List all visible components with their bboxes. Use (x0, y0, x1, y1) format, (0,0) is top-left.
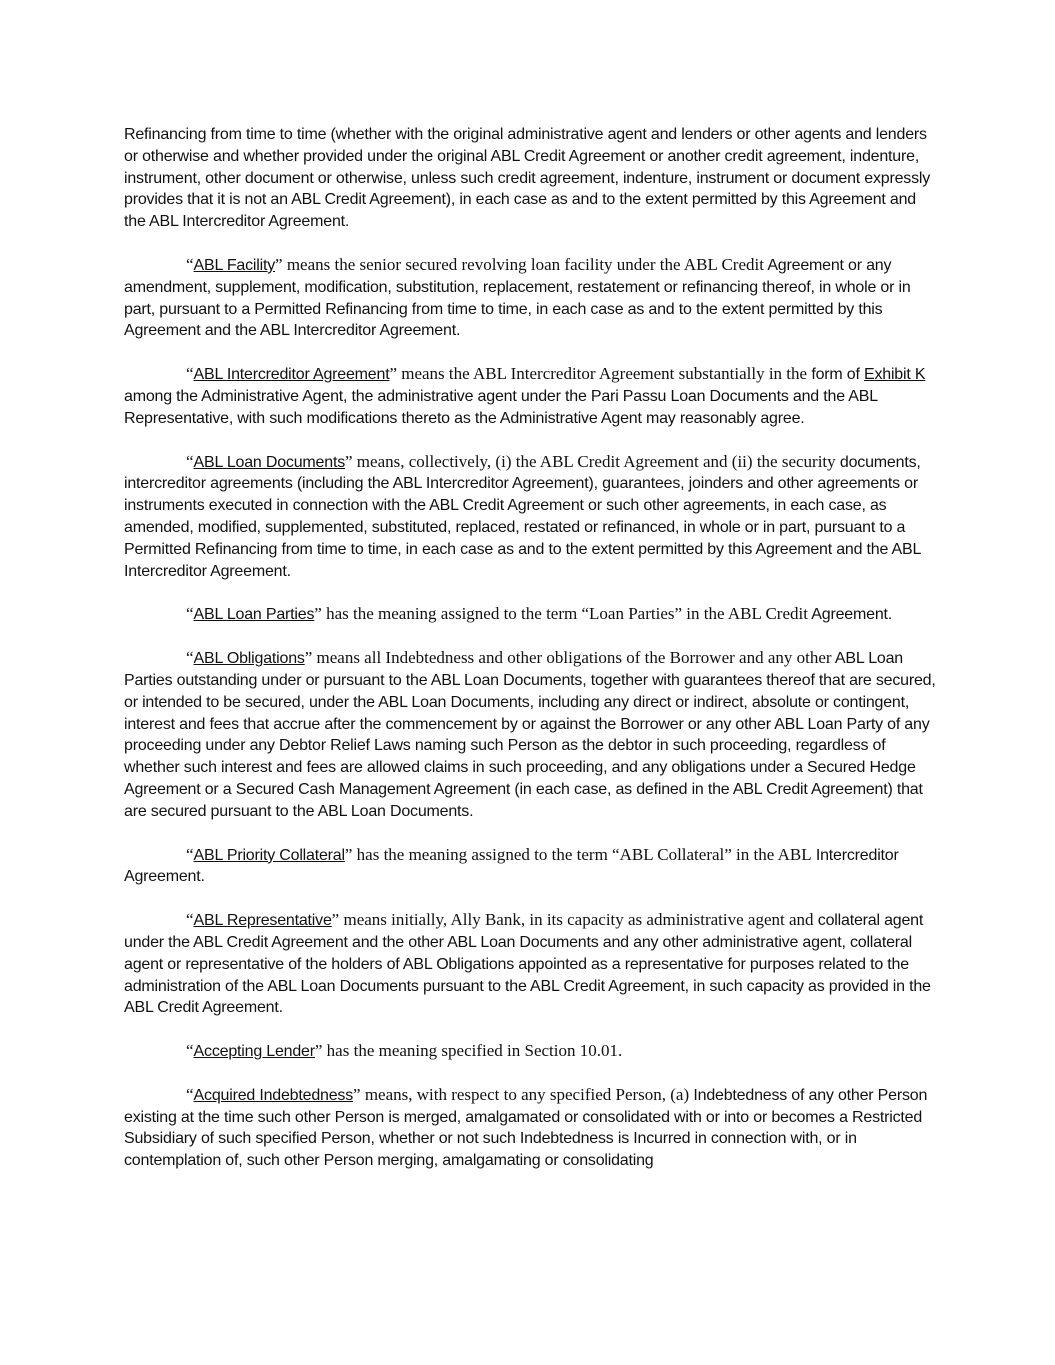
open-quote: “ (186, 451, 194, 471)
defined-term: ABL Obligations (193, 650, 305, 668)
open-quote: “ (186, 844, 194, 864)
definition-acquired-indebtedness (124, 1084, 936, 1172)
open-quote: “ (186, 1084, 194, 1104)
defined-term: Accepting Lender (193, 1043, 315, 1061)
defined-term: ABL Intercreditor Agreement (193, 366, 390, 384)
definition-body: ABL Loan Parties outstanding under or pursuant to the ABL Loan Documents, together with guarantees thereof that are secured, or intended to be secured, under the ABL Loan Documents, including any direct or indirect, absolute or contingent, interest and fees that accrue after the commencement by or against the Borrower or any other ABL Loan Party of any proceeding under any Debtor Relief Laws naming such Person as the debtor in such proceeding, regardless of whether such interest and fees are allowed claims in such proceeding, and any obligations under a Secured Hedge Agreement or a Secured Cash Management Agreement (in each case, as defined in the ABL Credit Agreement) that are secured pursuant to the ABL Loan Documents. (124, 650, 936, 820)
definition-body-continued: among the Administrative Agent, the administrative agent under the Pari Passu Loan Documents and the ABL Representative, with such modifications thereto as the Administrative Agent may reasonably agree. (124, 387, 878, 427)
definition-lead: ” has the meaning specified in Section 10.01. (314, 1041, 623, 1061)
definition-abl-loan-documents (124, 451, 936, 583)
paragraph-continuation (124, 124, 936, 233)
defined-term: ABL Priority Collateral (193, 846, 345, 864)
open-quote: “ (186, 604, 194, 624)
definition-abl-facility (124, 254, 936, 342)
definition-lead: ” has the meaning assigned to the term “Loan Parties” in the ABL Credit (314, 604, 808, 624)
definition-body: Intercreditor Agreement. (124, 846, 899, 886)
definition-abl-representative (124, 909, 936, 1019)
definition-lead: ” means the senior secured revolving loan facility under the ABL Credit (275, 254, 764, 274)
defined-term: Acquired Indebtedness (193, 1086, 354, 1104)
definition-abl-intercreditor-agreement (124, 363, 936, 429)
definition-abl-priority-collateral (124, 844, 936, 889)
definition-accepting-lender (124, 1040, 936, 1063)
definition-body: Indebtedness of any other Person existing at the time such other Person is merged, amalgamated or consolidated with or into or becomes a Restricted Subsidiary of such specified Person, whether or not such Indebtedness is Incurred in connection with, or in contemplation of, such other Person merging, amalgamating or consolidating (124, 1086, 928, 1170)
definition-body: collateral agent under the ABL Credit Agreement and the other ABL Loan Documents and any other administrative agent, collateral agent or representative of the holders of ABL Obligations appointed as a representative for purposes related to the administration of the ABL Loan Documents pursuant to the ABL Credit Agreement, in such capacity as provided in the ABL Credit Agreement. (124, 912, 931, 1017)
definition-lead: ” has the meaning assigned to the term “ABL Collateral” in the ABL (344, 844, 812, 864)
paragraph-text: Refinancing from time to time (whether with the original administrative agent and lenders or other agents and lenders or otherwise and whether provided under the original ABL Credit Agreement or another credit agreement, indenture, instrument, other document or otherwise, unless such credit agreement, indenture, instrument or document expressly provides that it is not an ABL Credit Agreement), in each case as and to the extent permitted by this Agreement and the ABL Intercreditor Agreement. (124, 126, 931, 231)
defined-term: ABL Facility (193, 256, 276, 274)
definition-abl-obligations (124, 647, 936, 822)
definition-body: documents, intercreditor agreements (including the ABL Intercreditor Agreement), guarantees, joinders and other agreements or instruments executed in connection with the ABL Credit Agreement or such other agreements, in each case, as amended, modified, supplemented, substituted, replaced, restated or refinanced, in whole or in part, pursuant to a Permitted Refinancing from time to time, in each case as and to the extent permitted by this Agreement and the ABL Intercreditor Agreement. (124, 453, 921, 580)
definition-lead: ” means all Indebtedness and other obligations of the Borrower and any other (304, 648, 832, 668)
defined-term: ABL Loan Parties (193, 606, 315, 624)
open-quote: “ (186, 364, 194, 384)
definition-lead: ” means, with respect to any specified Person, (a) (353, 1084, 690, 1104)
definition-body: form of (807, 366, 864, 384)
definition-lead: ” means initially, Ally Bank, in its capacity as administrative agent and (331, 910, 814, 930)
open-quote: “ (186, 1041, 194, 1061)
definition-lead: ” means, collectively, (i) the ABL Credit Agreement and (ii) the security (345, 451, 836, 471)
defined-term: ABL Loan Documents (193, 453, 346, 471)
definition-body: Agreement or any amendment, supplement, modification, substitution, replacement, restatement or refinancing thereof, in whole or in part, pursuant to a Permitted Refinancing from time to time, in each case as and to the extent permitted by this Agreement and the ABL Intercreditor Agreement. (124, 256, 911, 340)
open-quote: “ (186, 910, 194, 930)
definition-lead: ” means the ABL Intercreditor Agreement substantially in the (389, 364, 808, 384)
document-page (124, 124, 936, 1193)
definition-body: Agreement. (807, 606, 893, 624)
defined-term: ABL Representative (193, 912, 332, 930)
open-quote: “ (186, 254, 194, 274)
definition-abl-loan-parties (124, 603, 936, 626)
exhibit-reference: Exhibit K (863, 366, 926, 384)
open-quote: “ (186, 648, 194, 668)
